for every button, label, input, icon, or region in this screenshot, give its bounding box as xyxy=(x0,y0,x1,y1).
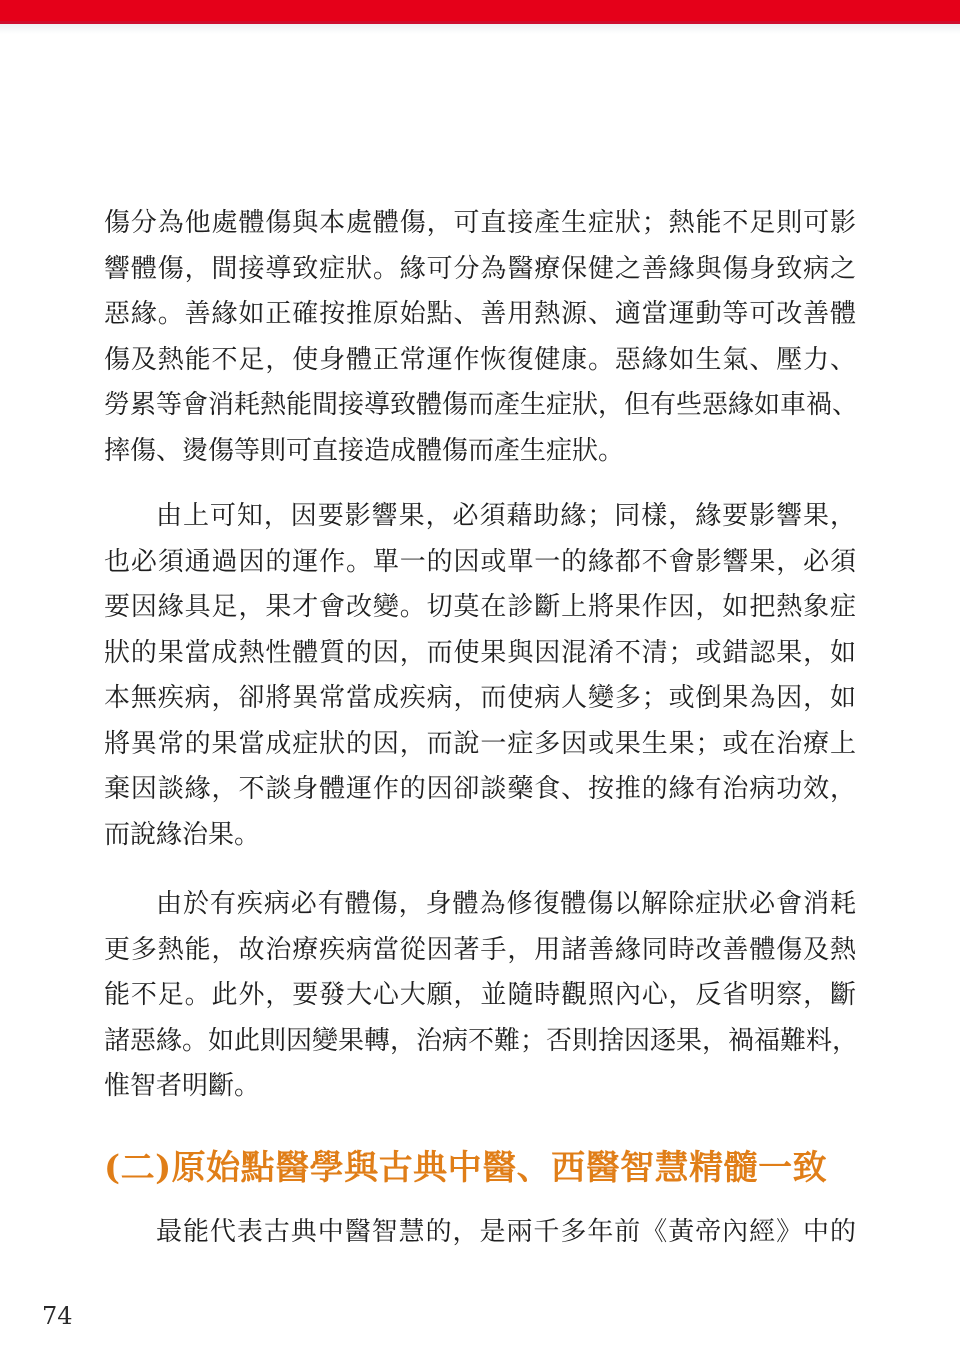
text-line: 勞累等會消耗熱能間接導致體傷而產生症狀，但有些惡緣如車禍、 xyxy=(104,389,859,419)
body-paragraph xyxy=(104,1209,856,1255)
text-line: 響體傷，間接導致症狀。緣可分為醫療保健之善緣與傷身致病之 xyxy=(104,252,856,283)
text-line: 惡緣。善緣如正確按推原始點、善用熱源、適當運動等可改善體 xyxy=(104,298,856,328)
top-bar-shadow xyxy=(0,24,960,34)
text-line: 諸惡緣。如此則因變果轉，治病不難；否則捨因逐果，禍福難料， xyxy=(104,1024,859,1055)
text-line: 傷分為他處體傷與本處體傷，可直接產生症狀；熱能不足則可影 xyxy=(104,207,856,237)
text-line: 最能代表古典中醫智慧的，是兩千多年前《黃帝內經》中的 xyxy=(156,1215,856,1246)
page-number: 74 xyxy=(42,1302,73,1330)
text-line: 將異常的果當成症狀的因，而說一症多因或果生果；或在治療上 xyxy=(104,727,856,758)
body-paragraph xyxy=(104,200,859,473)
text-line: 而說緣治果。 xyxy=(104,818,261,849)
body-paragraph xyxy=(104,493,856,857)
page-body xyxy=(104,200,859,1254)
text-line: 惟智者明斷。 xyxy=(104,1070,261,1100)
top-red-bar xyxy=(0,0,960,24)
text-line: 本無疾病，卻將異常當成疾病，而使病人變多；或倒果為因，如 xyxy=(104,682,856,712)
body-paragraph xyxy=(104,881,859,1109)
section-heading: (二)原始點醫學與古典中醫、西醫智慧精髓一致 xyxy=(104,1147,828,1188)
text-line: 棄因談緣，不談身體運作的因卻談藥食、按推的緣有治病功效， xyxy=(104,773,856,803)
text-line: 摔傷、燙傷等則可直接造成體傷而產生症狀。 xyxy=(104,434,625,465)
text-line: 傷及熱能不足，使身體正常運作恢復健康。惡緣如生氣、壓力、 xyxy=(104,343,856,374)
text-line: 狀的果當成熱性體質的因，而使果與因混淆不清；或錯認果，如 xyxy=(104,636,856,667)
text-line: 要因緣具足，果才會改變。切莫在診斷上將果作因，如把熱象症 xyxy=(104,591,856,621)
text-line: 更多熱能，故治療疾病當從因著手，用諸善緣同時改善體傷及熱 xyxy=(104,933,856,964)
text-line: 也必須通過因的運作。單一的因或單一的緣都不會影響果，必須 xyxy=(104,545,856,576)
text-line: 由上可知，因要影響果，必須藉助緣；同樣，緣要影響果， xyxy=(156,500,856,530)
text-line: 由於有疾病必有體傷，身體為修復體傷以解除症狀必會消耗 xyxy=(156,888,856,918)
text-line: 能不足。此外，要發大心大願，並隨時觀照內心，反省明察，斷 xyxy=(104,979,856,1009)
